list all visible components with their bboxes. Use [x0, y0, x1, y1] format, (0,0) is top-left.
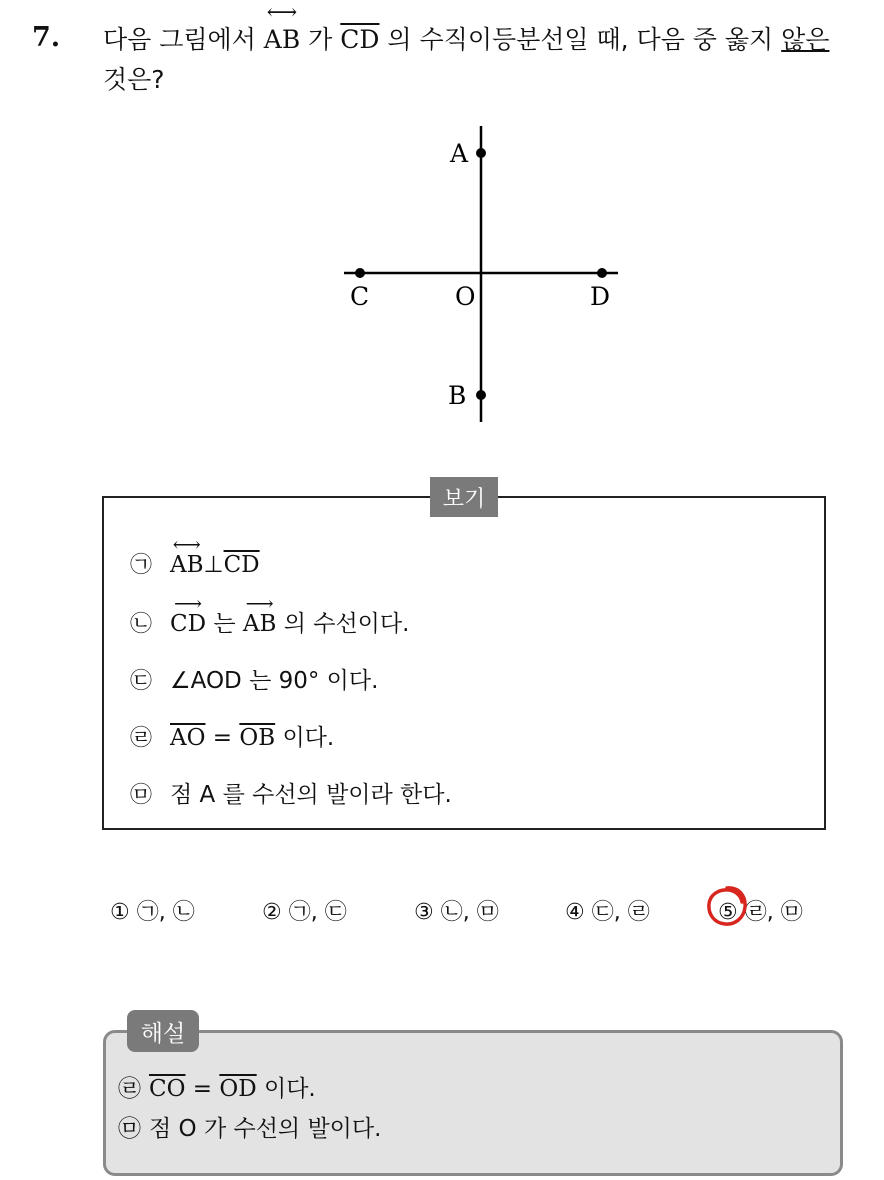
- choice-text: ㉣, ㉤: [744, 900, 803, 925]
- choice-number: ①: [110, 900, 130, 925]
- point-a: [476, 148, 486, 158]
- choice-number: ②: [262, 900, 282, 925]
- point-c: [355, 268, 365, 278]
- choice-text: ㉡, ㉤: [440, 900, 499, 925]
- choice-text: ㉠, ㉢: [288, 900, 347, 925]
- problem-number: 7.: [32, 22, 61, 53]
- label-c: C: [350, 282, 370, 311]
- item-text: 이다.: [275, 725, 335, 751]
- ray-ab-symbol: ⟶ AB: [243, 611, 277, 637]
- question-underlined: 않은: [781, 25, 830, 54]
- geometry-diagram: [0, 0, 884, 460]
- choice-text: ㉢, ㉣: [591, 900, 650, 925]
- item-text: 는: [206, 611, 243, 637]
- answer-mark-circle: [705, 884, 749, 928]
- item-marker: ㉢: [130, 669, 153, 694]
- item-marker: ㉣: [118, 1076, 141, 1102]
- segment-co-symbol: $\overline{CO}$: [149, 1076, 186, 1102]
- equals-sign: =: [185, 1076, 220, 1102]
- segment-ob-symbol: $\overline{OB}$: [239, 725, 276, 751]
- solution-box: [103, 1030, 843, 1176]
- choice-number: ③: [414, 900, 434, 925]
- line-ab-symbol: ⟷ AB: [264, 20, 300, 60]
- bogi-item-1: [130, 548, 260, 579]
- bogi-item-2: [130, 605, 409, 638]
- segment-cd-symbol: $\overline{CD}$: [223, 552, 260, 578]
- choice-1[interactable]: [110, 895, 195, 926]
- equals-sign: =: [205, 725, 240, 751]
- bogi-item-3: [130, 662, 378, 695]
- question-part: 것은?: [103, 65, 165, 94]
- solution-line-1: [118, 1070, 316, 1103]
- item-text: 의 수선이다.: [276, 611, 410, 637]
- choice-number: ⑤: [718, 900, 738, 925]
- segment-cd-symbol: $\overline{CD}$: [340, 25, 380, 54]
- bogi-item-4: [130, 719, 334, 752]
- choice-number: ④: [565, 900, 585, 925]
- item-text: 이다.: [256, 1076, 316, 1102]
- solution-title: 해설: [127, 1010, 199, 1052]
- choice-text: ㉠, ㉡: [136, 900, 195, 925]
- item-marker: ㉣: [130, 726, 153, 751]
- label-o: O: [455, 282, 476, 311]
- segment-ao-symbol: $\overline{AO}$: [170, 725, 206, 751]
- perp-symbol: ⊥: [203, 552, 224, 578]
- segment-od-symbol: $\overline{OD}$: [219, 1076, 257, 1102]
- question-part: 가: [300, 25, 341, 54]
- item-marker: ㉤: [118, 1116, 141, 1142]
- label-d: D: [590, 282, 611, 311]
- question-part: 다음 그림에서: [103, 25, 264, 54]
- bogi-title: 보기: [430, 477, 498, 517]
- item-text: 점 A 를 수선의 발이라 한다.: [170, 782, 452, 808]
- line-ab-symbol: ⟷ AB: [170, 552, 204, 578]
- item-marker: ㉠: [130, 553, 153, 578]
- item-marker: ㉡: [130, 612, 153, 637]
- point-d: [597, 268, 607, 278]
- item-marker: ㉤: [130, 783, 153, 808]
- choice-3[interactable]: [414, 895, 499, 926]
- choice-2[interactable]: [262, 895, 347, 926]
- item-text: 점 O 가 수선의 발이다.: [149, 1116, 382, 1142]
- bogi-item-5: [130, 776, 452, 809]
- ray-cd-symbol: ⟶ CD: [170, 611, 206, 637]
- label-b: B: [448, 381, 467, 410]
- solution-line-2: [118, 1110, 381, 1143]
- point-b: [476, 390, 486, 400]
- choice-4[interactable]: [565, 895, 650, 926]
- question-part: 의 수직이등분선일 때, 다음 중 옳지: [379, 25, 782, 54]
- item-text: ∠AOD 는 90° 이다.: [170, 668, 379, 694]
- label-a: A: [450, 139, 469, 168]
